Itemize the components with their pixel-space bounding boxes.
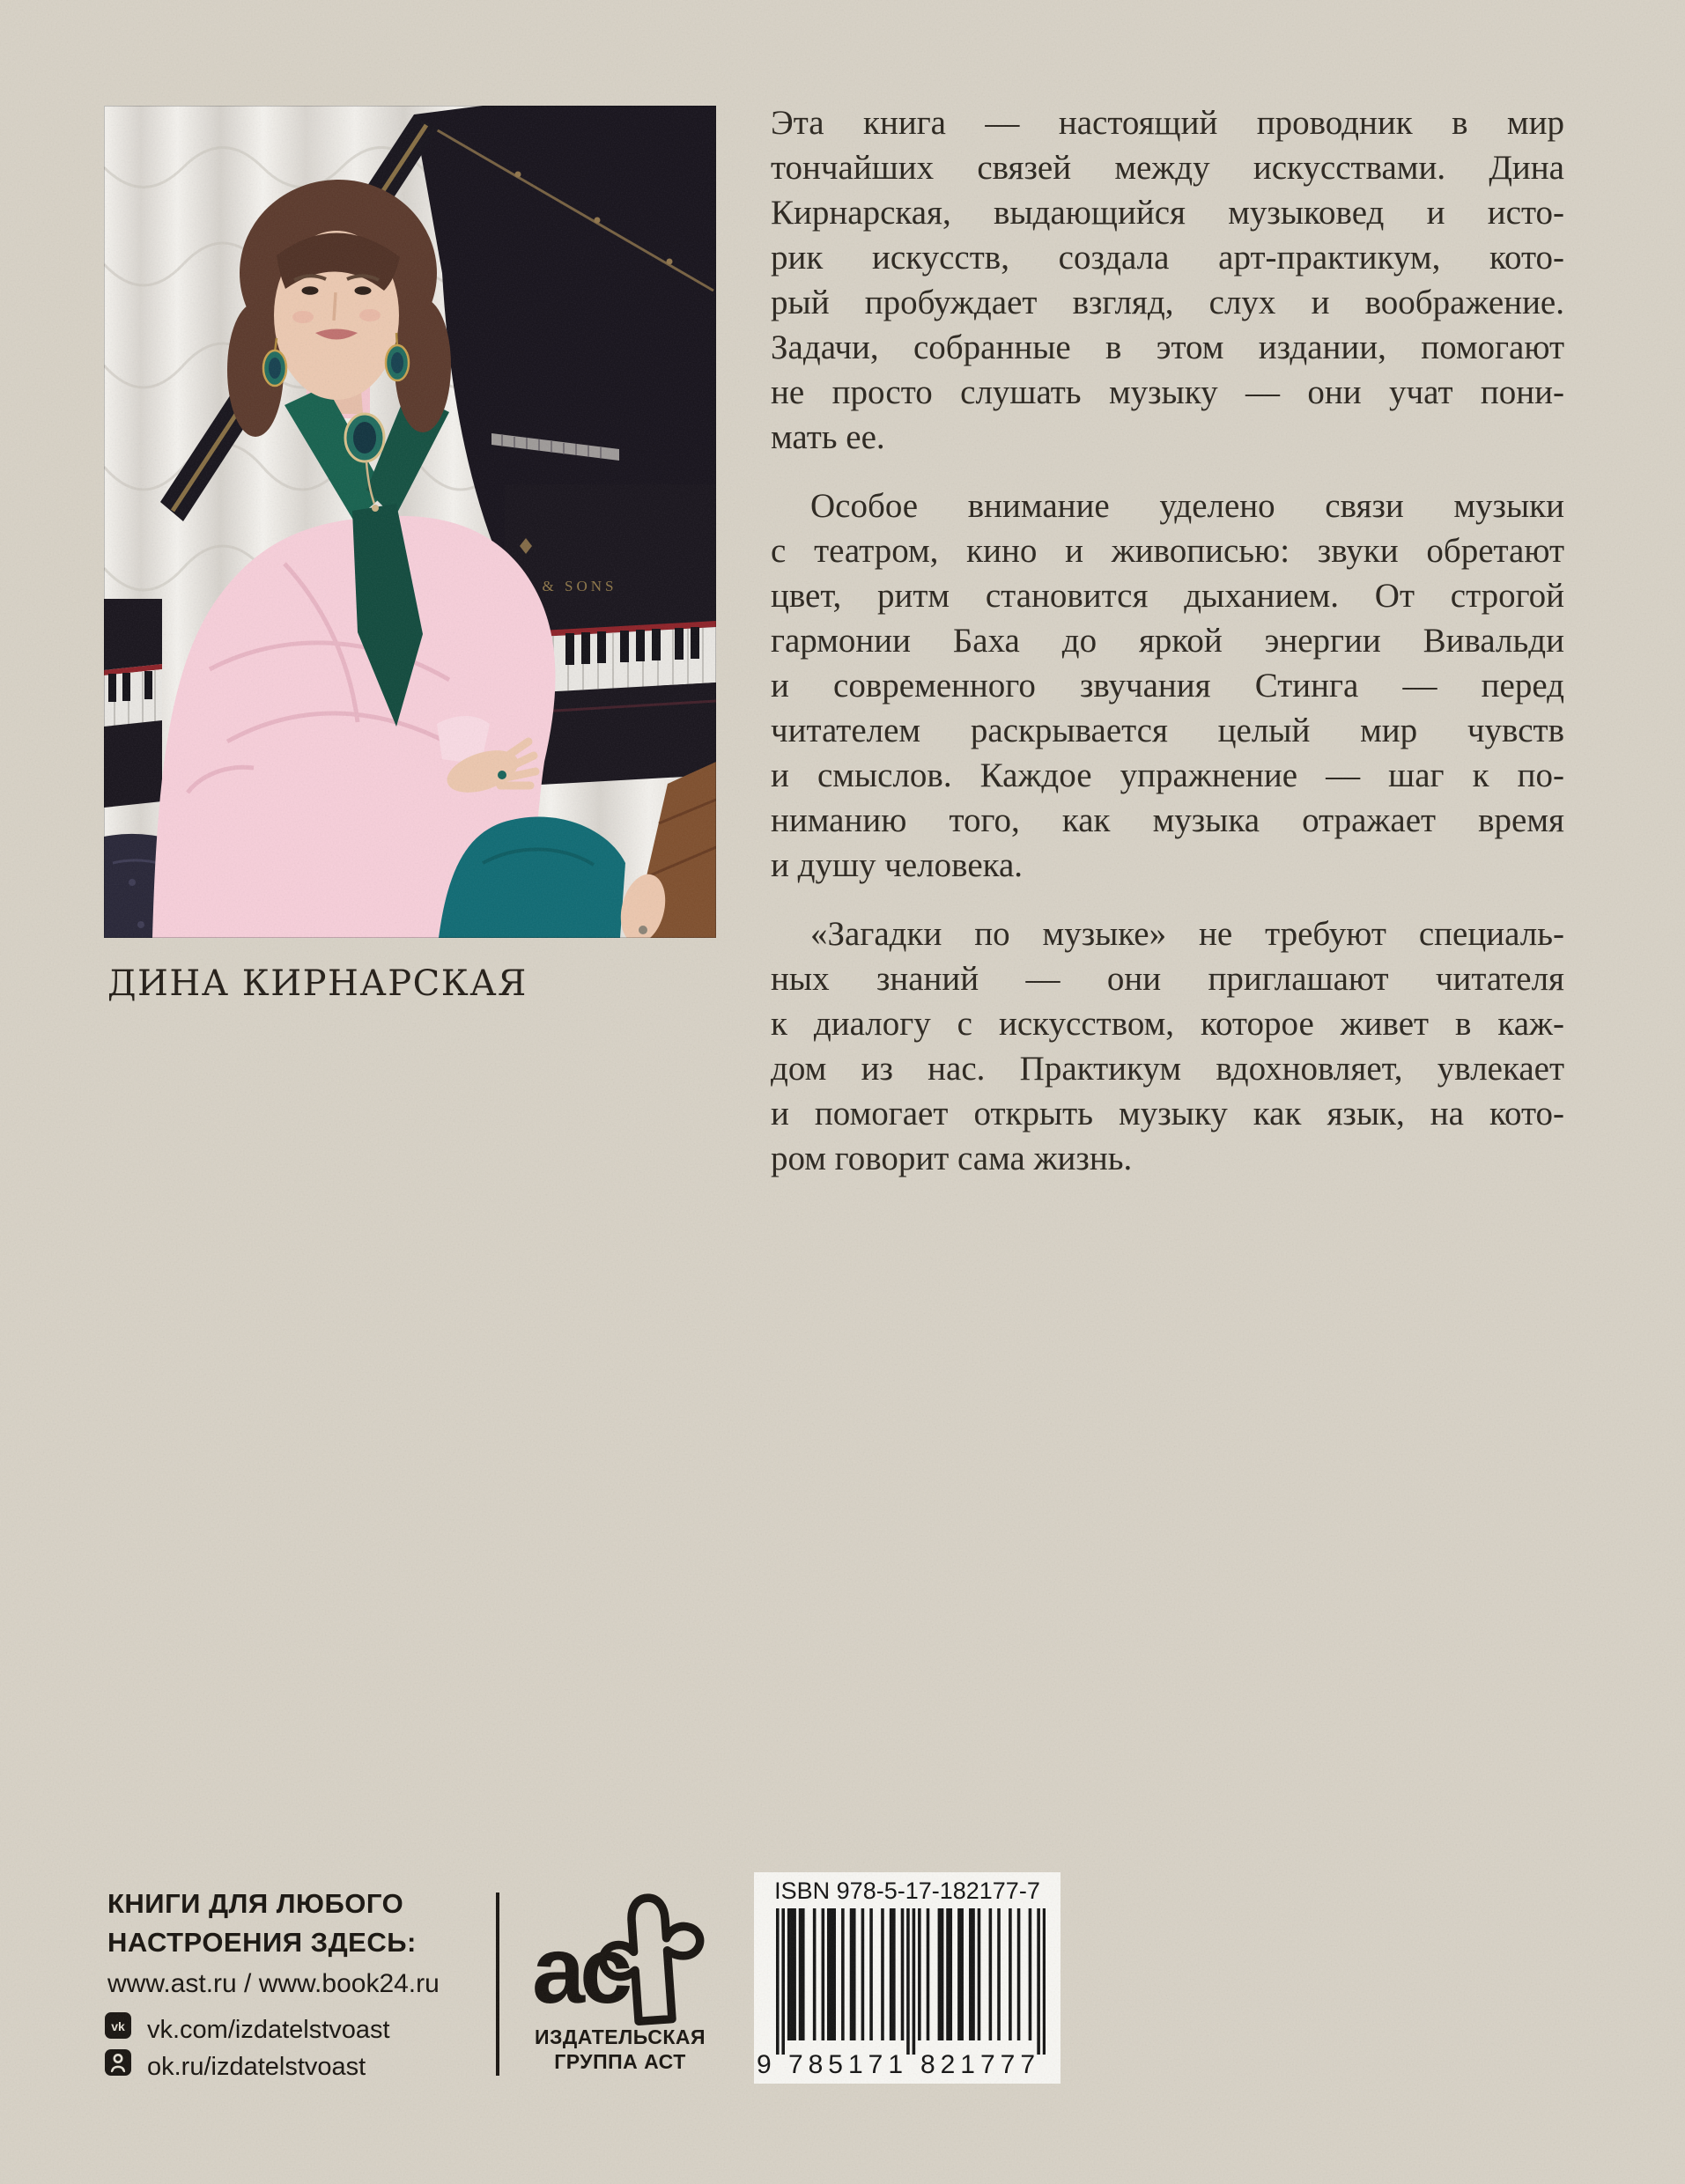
paragraph-line: и смыслов. Каждое упражнение — шаг к по- <box>771 756 1564 794</box>
vk-link[interactable]: vk.com/izdatelstvoast <box>147 2016 390 2044</box>
barcode-digit-first: 9 <box>757 2050 772 2079</box>
paragraph-line: к диалогу с искусством, которое живет в каж- <box>771 1005 1564 1043</box>
piano-keyboard-left <box>104 599 162 808</box>
paragraph-line: и современного звучания Стинга — перед <box>771 667 1564 705</box>
paragraph-line: и помогает открыть музыку как язык, на кото- <box>771 1095 1564 1133</box>
photo-caption: ДИНА КИРНАРСКАЯ <box>107 963 528 1004</box>
paragraph-line: читателем раскрывается целый мир чувств <box>771 712 1564 749</box>
publisher-websites-link[interactable]: www.ast.ru / www.book24.ru <box>107 1969 440 1998</box>
author-photo-illustration <box>104 106 716 938</box>
paragraph-line: рик искусств, создала арт-практикум, кото- <box>771 239 1564 277</box>
paragraph-line: дом из нас. Практикум вдохновляет, увлекает <box>771 1050 1564 1088</box>
svg-text:vk: vk <box>111 2019 125 2033</box>
paragraph <box>771 911 1564 1181</box>
barcode-digits-left: 785171 <box>787 2050 909 2079</box>
annotation-text <box>771 100 1564 1181</box>
paragraph-line: Задачи, собранные в этом издании, помогают <box>771 328 1564 366</box>
ok-link[interactable]: ok.ru/izdatelstvoast <box>147 2053 366 2081</box>
paragraph-line: Особое внимание уделено связи музыки <box>810 487 1564 525</box>
paragraph-line: ниманию того, как музыка отражает время <box>771 801 1564 839</box>
barcode-digits-right: 821777 <box>920 2050 1041 2079</box>
publisher-name-line1: ИЗДАТЕЛЬСКАЯ <box>534 2025 706 2048</box>
paragraph-line: и душу человека. <box>771 846 1024 884</box>
paragraph <box>771 483 1564 888</box>
hinge-dot <box>515 172 521 178</box>
paragraph-line: ром говорит сама жизнь. <box>771 1140 1133 1177</box>
publisher-name-line2: ГРУППА АСТ <box>554 2050 686 2073</box>
vk-icon[interactable] <box>105 2012 131 2039</box>
paragraph-line: цвет, ритм становится дыханием. От строгой <box>771 577 1564 615</box>
ast-logo <box>528 1886 709 2025</box>
paragraph-line: тончайших связей между искусствами. Дина <box>771 149 1564 187</box>
paragraph-line: мать ее. <box>771 418 885 456</box>
paragraph-line: «Загадки по музыке» не требуют специаль- <box>810 915 1564 953</box>
hinge-dot <box>667 259 673 265</box>
piano-brand-text: & SONS <box>542 578 617 594</box>
author-photo <box>104 106 716 938</box>
isbn-label: ISBN 978-5-17-182177-7 <box>774 1878 1040 1904</box>
hinge-dot <box>595 218 601 224</box>
ok-icon[interactable] <box>105 2049 131 2076</box>
paragraph-line: Кирнарская, выдающийся музыковед и исто- <box>771 194 1564 232</box>
paragraph-line: Эта книга — настоящий проводник в мир <box>771 104 1564 142</box>
paragraph-line: гармонии Баха до яркой энергии Вивальди <box>771 622 1564 660</box>
paragraph <box>771 100 1564 460</box>
paragraph-line: с театром, кино и живописью: звуки обретают <box>771 532 1564 570</box>
promo-headline-line2: НАСТРОЕНИЯ ЗДЕСЬ: <box>107 1927 417 1958</box>
paragraph-line: ных знаний — они приглашают читателя <box>771 960 1564 998</box>
promo-headline-line1: КНИГИ ДЛЯ ЛЮБОГО <box>107 1888 404 1919</box>
ast-logo-text: ас <box>532 1916 628 2023</box>
paragraph-line: рый пробуждает взгляд, слух и воображение. <box>771 284 1564 321</box>
paragraph-line: не просто слушать музыку — они учат пони- <box>771 373 1564 411</box>
barcode-bars <box>776 1908 1046 2056</box>
footer-divider <box>496 1893 499 2076</box>
